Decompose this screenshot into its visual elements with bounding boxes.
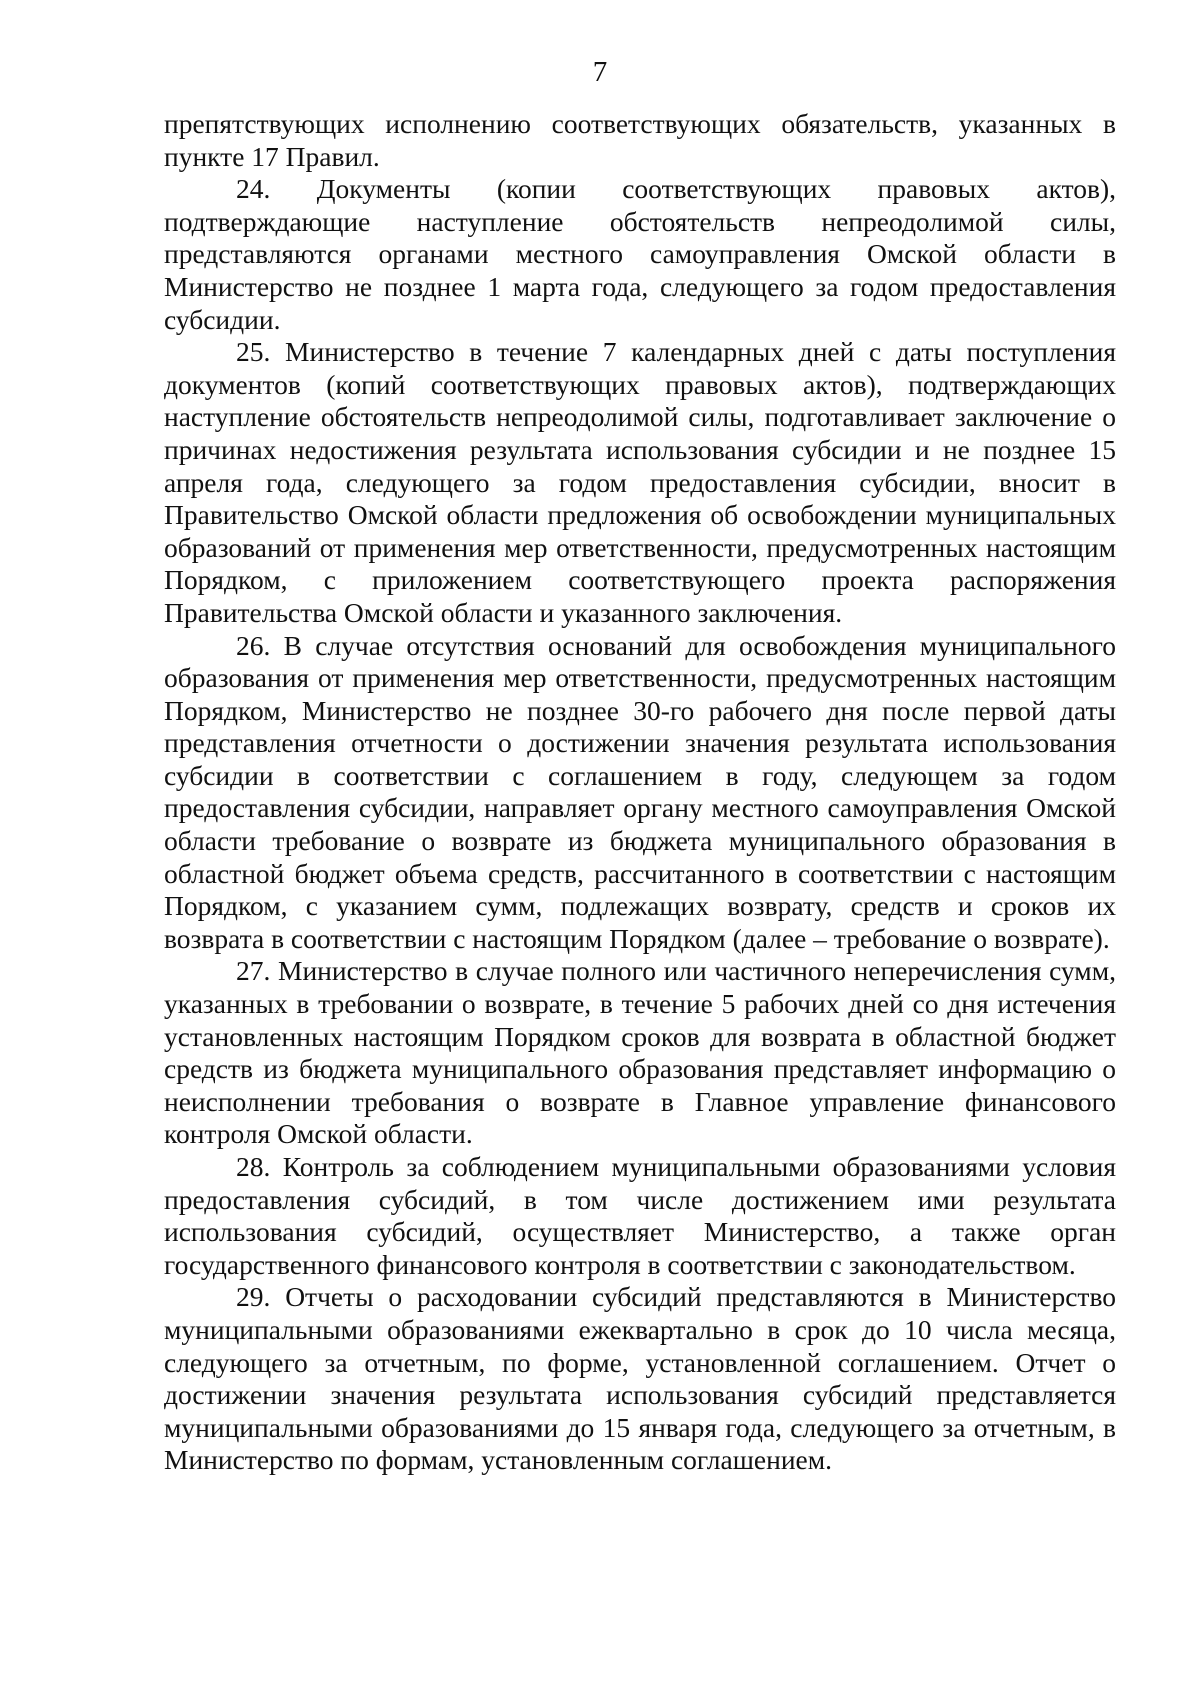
- paragraph-29: 29. Отчеты о расходовании субсидий представляются в Министерство муниципальными образованиями ежеквартально в срок до 10 числа месяца, следующего за отчетным, по форме, установленной соглашением. Отчет о достижении значения результата использования субсидий представляется муниципальными образованиями до 15 января года, следующего за отчетным, в Министерство по формам, установленным соглашением.: [164, 1281, 1116, 1476]
- paragraph-25: 25. Министерство в течение 7 календарных дней с даты поступления документов (копий соответствующих правовых актов), подтверждающих наступление обстоятельств непреодолимой силы, подготавливает заключение о причинах недостижения результата использования субсидии и не позднее 15 апреля года, следующего за годом предоставления субсидии, вносит в Правительство Омской области предложения об освобождении муниципальных образований от применения мер ответственности, предусмотренных настоящим Порядком, с приложением соответствующего проекта распоряжения Правительства Омской области и указанного заключения.: [164, 336, 1116, 628]
- paragraph-28: 28. Контроль за соблюдением муниципальными образованиями условия предоставления субсидий, в том числе достижением ими результата использования субсидий, осуществляет Министерство, а также орган государственного финансового контроля в соответствии с законодательством.: [164, 1151, 1116, 1280]
- paragraph-27: 27. Министерство в случае полного или частичного неперечисления сумм, указанных в требовании о возврате, в течение 5 рабочих дней со дня истечения установленных настоящим Порядком сроков для возврата в областной бюджет средств из бюджета муниципального образования представляет информацию о неисполнении требования о возврате в Главное управление финансового контроля Омской области.: [164, 955, 1116, 1150]
- document-body: [164, 108, 1116, 1477]
- page-number: 7: [592, 56, 608, 88]
- paragraph-continuation: препятствующих исполнению соответствующих обязательств, указанных в пункте 17 Правил.: [164, 108, 1116, 172]
- paragraph-26: 26. В случае отсутствия оснований для освобождения муниципального образования от применения мер ответственности, предусмотренных настоящим Порядком, Министерство не позднее 30-го рабочего дня после первой даты представления отчетности о достижении значения результата использования субсидии в соответствии с соглашением в году, следующем за годом предоставления субсидии, направляет органу местного самоуправления Омской области требование о возврате из бюджета муниципального образования в областной бюджет объема средств, рассчитанного в соответствии с настоящим Порядком, с указанием сумм, подлежащих возврату, средств и сроков их возврата в соответствии с настоящим Порядком (далее – требование о возврате).: [164, 629, 1116, 954]
- paragraph-24: 24. Документы (копии соответствующих правовых актов), подтверждающие наступление обстоятельств непреодолимой силы, представляются органами местного самоуправления Омской области в Министерство не позднее 1 марта года, следующего за годом предоставления субсидии.: [164, 173, 1116, 335]
